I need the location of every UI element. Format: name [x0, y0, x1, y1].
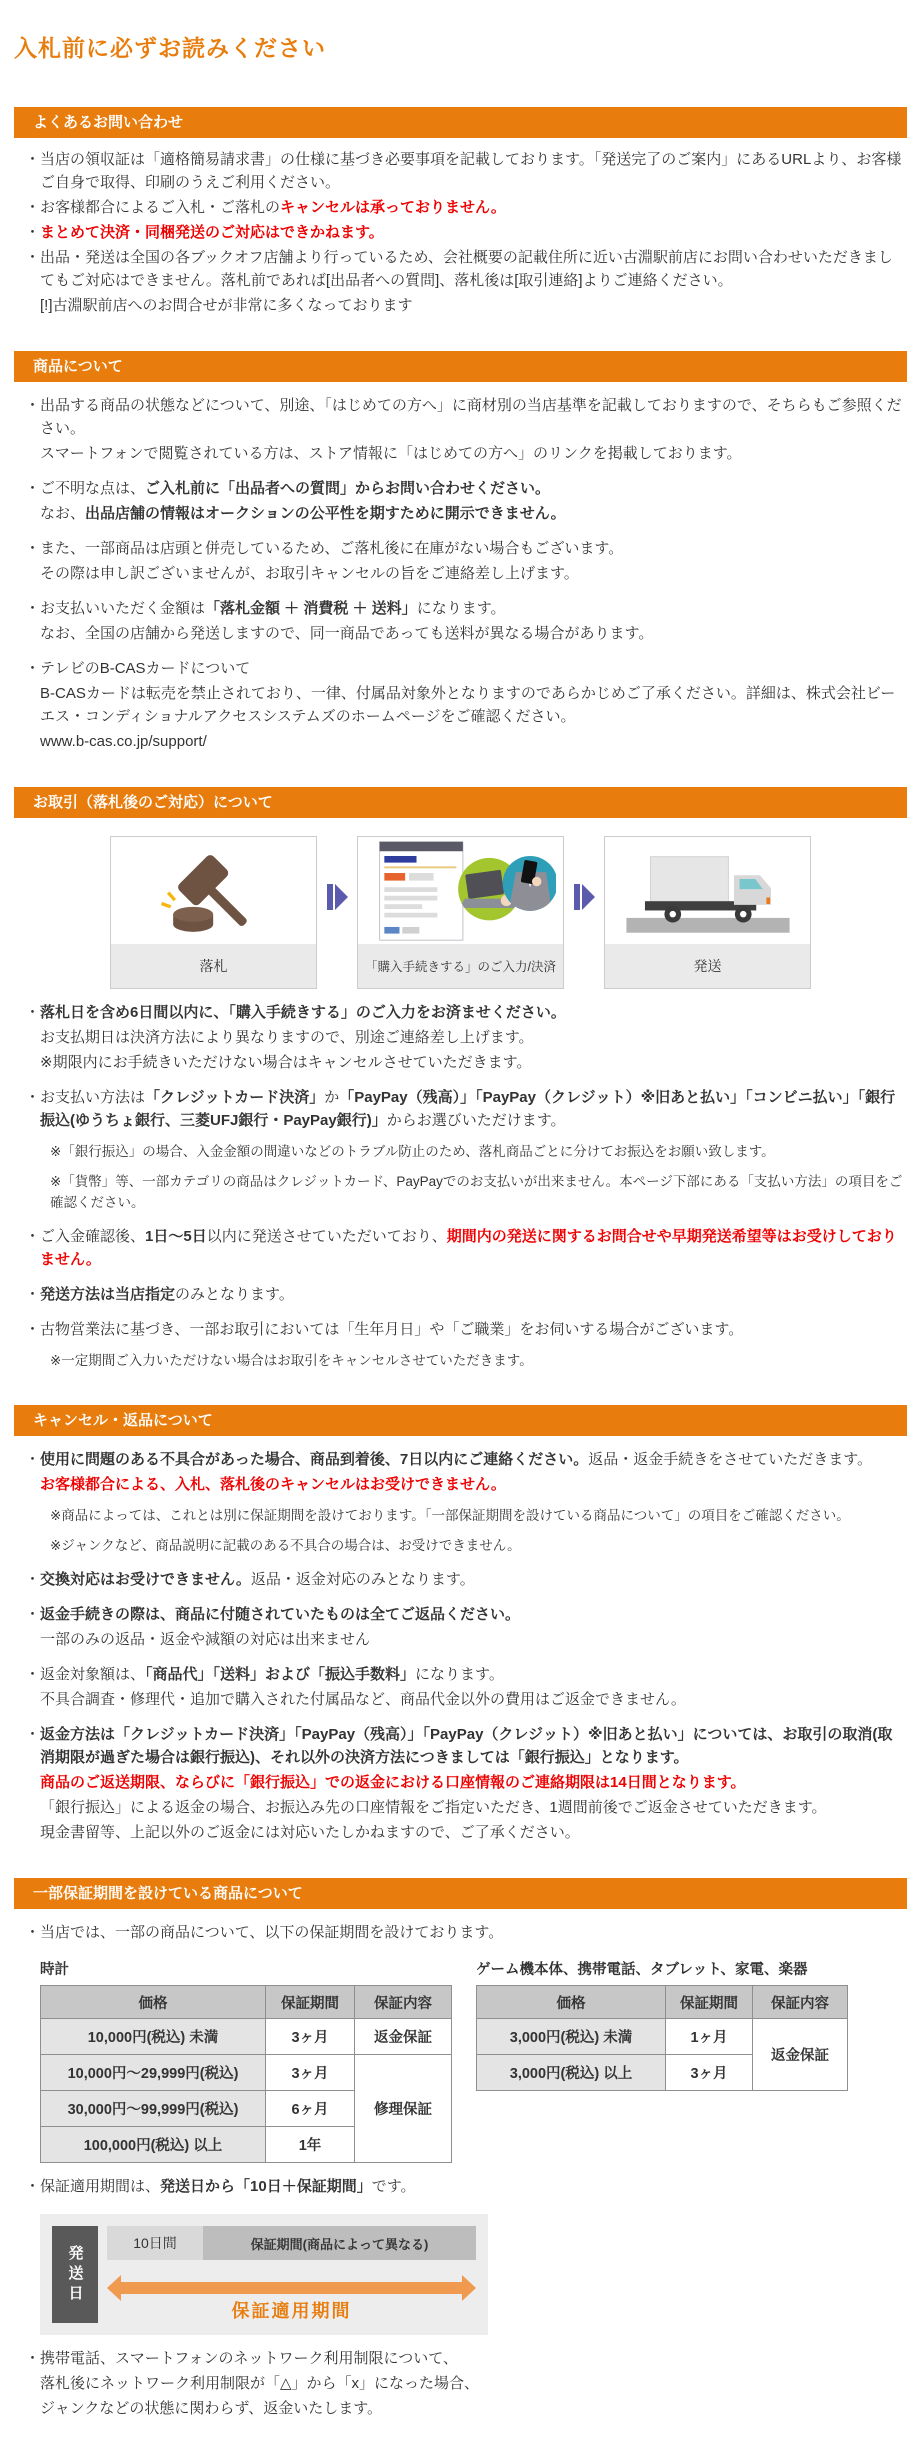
paragraph-line	[14, 1921, 907, 1944]
text-run: 「クレジットカード決済」	[145, 1089, 325, 1106]
paragraph-line	[14, 246, 907, 292]
paragraph-line	[14, 1350, 907, 1371]
text-run: 返品・返金手続きをさせていただきます。	[588, 1451, 873, 1468]
paragraph-line	[14, 537, 907, 560]
text-run: 「PayPay（残高）」「PayPay（クレジット）※旧あと払い」「コンビニ払い」「銀行振込(ゆうちょ銀行、三菱UFJ銀行・PayPay銀行)」	[40, 1089, 896, 1129]
text-run: 当店では、一部の商品について、以下の保証期間を設けております。	[40, 1924, 504, 1941]
paragraph-line	[14, 1628, 907, 1651]
text-run: 現金書留等、上記以外のご返金には対応いたしかねますので、ご了承ください。	[40, 1824, 580, 1841]
table-title: ゲーム機本体、携帯電話、タブレット、家電、楽器	[476, 1962, 808, 1978]
checkout-icon	[358, 837, 563, 944]
paragraph-line	[14, 657, 907, 680]
section-heading-text: 商品について	[33, 358, 123, 375]
section-products	[14, 351, 907, 753]
table-cell: 3,000円(税込) 未満	[477, 2019, 666, 2055]
section-heading-warranty	[14, 1878, 907, 1909]
text-run: になります。	[416, 600, 506, 617]
paragraph-line	[14, 1473, 907, 1496]
paragraph-line	[14, 1318, 907, 1341]
table-cell: 返金保証	[355, 2019, 452, 2055]
table-cell: 3ヶ月	[266, 2019, 355, 2055]
text-run: お支払いいただく金額は	[40, 600, 206, 617]
paragraph-line	[14, 221, 907, 244]
paragraph-line	[14, 1026, 907, 1049]
table-row	[477, 2019, 848, 2055]
paragraph-line	[14, 1001, 907, 1024]
paragraph-line	[14, 1568, 907, 1591]
section-heading-cancel-return	[14, 1405, 907, 1436]
bullet-marker: ・	[25, 224, 41, 241]
text-run: ※一定期間ご入力いただけない場合はお取引をキャンセルさせていただきます。	[50, 1353, 533, 1368]
text-run: テレビのB-CASカードについて	[40, 660, 251, 677]
truck-icon	[605, 837, 810, 944]
text-run: なお、	[40, 505, 86, 522]
table-cell: 10,000円～29,999円(税込)	[41, 2055, 266, 2091]
table-cell: 返金保証	[753, 2019, 848, 2091]
text-run: ご不明な点は、	[40, 480, 146, 497]
bullet-marker: ・	[25, 1004, 41, 1021]
section-heading-text: 一部保証期間を設けている商品について	[33, 1885, 303, 1902]
section-body-transaction	[14, 1001, 907, 1371]
bullet-marker: ・	[25, 1228, 41, 1245]
section-body-warranty-period	[14, 2175, 907, 2198]
text-run: なお、全国の店舗から発送しますので、同一商品であっても送料が異なる場合があります。	[40, 625, 654, 642]
text-run: ご入金確認後、	[40, 1228, 146, 1245]
bullet-marker: ・	[25, 1451, 41, 1468]
text-run: B-CASカードは転売を禁止されており、一律、付属品対象外となりますのであらかじめご了承ください。詳細は、株式会社ビーエス・コンディショナルアクセスシステムズのホームページをご確認ください。	[40, 685, 896, 725]
warranty-table	[476, 1985, 848, 2091]
table-cell: 3ヶ月	[266, 2055, 355, 2091]
text-run: 返金手続きの際は、商品に付随されていたものは全てご返品ください。	[40, 1606, 521, 1623]
paragraph-line	[14, 1225, 907, 1271]
text-run: ご入札前に「出品者への質問」からお問い合わせください。	[145, 480, 551, 497]
paragraph-line	[14, 1603, 907, 1626]
section-body-warranty-intro	[14, 1921, 907, 1944]
text-run: ジャンクなどの状態に関わらず、返金いたします。	[40, 2400, 383, 2417]
text-run: 使用に問題のある不具合があった場合、商品到着後、7日以内にご連絡ください。	[40, 1451, 589, 1468]
bullet-marker: ・	[25, 151, 41, 168]
text-run: 発送方法は当店指定	[40, 1286, 176, 1303]
table-title: 時計	[40, 1962, 69, 1978]
table-cell: 30,000円～99,999円(税込)	[41, 2091, 266, 2127]
text-run: お客様都合による、入札、落札後のキャンセルはお受けできません。	[40, 1476, 506, 1493]
text-run: 発送日から「10日＋保証期間」	[160, 2178, 372, 2195]
paragraph-line	[14, 2347, 907, 2370]
text-run: からお選びいただけます。	[386, 1112, 566, 1129]
paragraph-line	[14, 1821, 907, 1844]
page-title: 入札前に必ずお読みください	[14, 35, 326, 61]
paragraph-line	[14, 1688, 907, 1711]
text-run: [!]古淵駅前店へのお問合せが非常に多くなっております	[40, 297, 413, 314]
table-cell: 6ヶ月	[266, 2091, 355, 2127]
flow-step-auction-won	[110, 836, 317, 989]
paragraph-line	[14, 148, 907, 194]
text-run: 当店の領収証は「適格簡易請求書」の仕様に基づき必要事項を記載しております。「発送完了のご案内」にあるURLより、お客様ご自身で取得、印刷のうえご利用ください。	[40, 151, 902, 191]
text-run: 商品のご返送期限、ならびに「銀行振込」での返金における口座情報のご連絡期限は14日間となります。	[40, 1774, 746, 1791]
paragraph-line	[14, 394, 907, 440]
text-run: のみとなります。	[175, 1286, 294, 1303]
paragraph-line	[14, 2372, 907, 2395]
col-header-coverage: 保証内容	[355, 1986, 452, 2019]
text-run: です。	[371, 2178, 416, 2195]
table-cell: 1ヶ月	[666, 2019, 753, 2055]
flow-step-checkout	[357, 836, 564, 989]
section-warranty	[14, 1878, 907, 2420]
col-header-period: 保証期間	[666, 1986, 753, 2019]
bullet-marker: ・	[25, 2178, 41, 2195]
text-run: スマートフォンで閲覧されている方は、ストア情報に「はじめての方へ」のリンクを掲載しております。	[40, 445, 742, 462]
text-run: ※「貨幣」等、一部カテゴリの商品はクレジットカード、PayPayでのお支払いが出来ません。本ページ下部にある「支払い方法」の項目をご確認ください。	[50, 1174, 903, 1210]
section-cancel-return	[14, 1405, 907, 1844]
section-heading-text: よくあるお問い合わせ	[33, 114, 184, 131]
text-run: また、一部商品は店頭と併売しているため、ご落札後に在庫がない場合もございます。	[40, 540, 624, 557]
text-run: 「商品代」「送料」および「振込手数料」	[145, 1666, 416, 1683]
text-run: 交換対応はお受けできません。	[40, 1571, 251, 1588]
transaction-flow-diagram	[14, 836, 907, 989]
text-run: 出品・発送は全国の各ブックオフ店舗より行っているため、会社概要の記載住所に近い古淵駅前店にお問い合わせいただきましてもご対応はできません。落札前であれば[出品者への質問]、落札後は[取引連絡]よりご連絡ください。	[40, 249, 893, 289]
section-heading-faq	[14, 107, 907, 138]
table-cell: 10,000円(税込) 未満	[41, 2019, 266, 2055]
text-run: お客様都合によるご入札・ご落札の	[40, 199, 281, 216]
text-run: 保証適用期間は、	[40, 2178, 161, 2195]
section-body-cancel-return	[14, 1448, 907, 1844]
table-cell: 3,000円(税込) 以上	[477, 2055, 666, 2091]
text-run: 出品店舗の情報はオークションの公平性を期すために開示できません。	[85, 505, 566, 522]
ten-days-label: 10日間	[107, 2226, 203, 2260]
col-header-period: 保証期間	[266, 1986, 355, 2019]
paragraph-line	[14, 196, 907, 219]
text-run: 「落札金額 ＋ 消費税 ＋ 送料」	[205, 600, 417, 617]
double-arrow-icon	[107, 2275, 476, 2301]
section-faq	[14, 107, 907, 317]
paragraph-line	[14, 1448, 907, 1471]
table-cell: 修理保証	[355, 2055, 452, 2163]
text-run: 古物営業法に基づき、一部お取引においては「生年月日」や「ご職業」をお伺いする場合がございます。	[40, 1321, 744, 1338]
text-run: www.b-cas.co.jp/support/	[40, 733, 207, 750]
bullet-marker: ・	[25, 1606, 41, 1623]
text-run: になります。	[415, 1666, 504, 1683]
bullet-marker: ・	[25, 1286, 41, 1303]
paragraph-line	[14, 442, 907, 465]
text-run: ※ジャンクなど、商品説明に記載のある不具合の場合は、お受けできません。	[50, 1538, 521, 1553]
flow-step-label: 落札	[111, 944, 316, 988]
text-run: 1日～5日	[145, 1228, 207, 1245]
text-run: キャンセルは承っておりません。	[280, 199, 506, 216]
bullet-marker: ・	[25, 1571, 41, 1588]
text-run: 落札日を含め6日間以内に、「購入手続きする」のご入力をお済ませください。	[40, 1004, 566, 1021]
bullet-marker: ・	[25, 397, 41, 414]
page	[0, 30, 921, 2452]
bullet-marker: ・	[25, 660, 41, 677]
warranty-band-label: 保証期間(商品によって異なる)	[203, 2226, 476, 2260]
section-body-products	[14, 394, 907, 753]
text-run: その際は申し訳ございませんが、お取引キャンセルの旨をご連絡差し上げます。	[40, 565, 579, 582]
col-header-price: 価格	[41, 1986, 266, 2019]
bullet-marker: ・	[25, 249, 41, 266]
text-run: 携帯電話、スマートフォンのネットワーク利用制限について、	[40, 2350, 458, 2367]
text-run: 返金方法は「クレジットカード決済」「PayPay（残高）」「PayPay（クレジット）※旧あと払い」については、お取引の取消(取消期限が過ぎた場合は銀行振込)、それ以外の決済方法につきましては「銀行振込」となります。	[40, 1726, 893, 1766]
paragraph-line	[14, 1723, 907, 1769]
text-run: 「銀行振込」による返金の場合、お振込み先の口座情報をご指定いただき、1週間前後でご返金させていただきます。	[40, 1799, 827, 1816]
paragraph-line	[14, 1086, 907, 1132]
table-row	[41, 2019, 452, 2055]
text-run: か	[324, 1089, 340, 1106]
bullet-marker: ・	[25, 1321, 41, 1338]
text-run: ※「銀行振込」の場合、入金金額の間違いなどのトラブル防止のため、落札商品ごとに分けてお振込をお願い致します。	[50, 1144, 775, 1159]
paragraph-line	[14, 730, 907, 753]
section-body-faq	[14, 148, 907, 317]
bullet-marker: ・	[25, 600, 41, 617]
table-cell: 1年	[266, 2127, 355, 2163]
paragraph-line	[14, 622, 907, 645]
text-run: 以内に発送させていただいており、	[206, 1228, 447, 1245]
section-heading-transaction	[14, 787, 907, 818]
bullet-marker: ・	[25, 540, 41, 557]
warranty-table-electronics	[476, 1958, 848, 2091]
paragraph-line	[14, 1535, 907, 1556]
bullet-marker: ・	[25, 1726, 41, 1743]
paragraph-line	[14, 2175, 907, 2198]
text-run: ※期限内にお手続きいただけない場合はキャンセルさせていただきます。	[40, 1054, 532, 1071]
table-cell: 3ヶ月	[666, 2055, 753, 2091]
bullet-marker: ・	[25, 480, 41, 497]
table-header-row	[41, 1986, 452, 2019]
flow-arrow-icon	[564, 820, 604, 973]
paragraph-line	[14, 1663, 907, 1686]
paragraph-line	[14, 1283, 907, 1306]
bullet-marker: ・	[25, 199, 41, 216]
flow-step-shipping	[604, 836, 811, 989]
bullet-marker: ・	[25, 1666, 41, 1683]
text-run: 返品・返金対応のみとなります。	[250, 1571, 475, 1588]
section-heading-products	[14, 351, 907, 382]
warranty-period-bands	[107, 2226, 476, 2323]
flow-step-label: 発送	[605, 944, 810, 988]
paragraph-line	[14, 502, 907, 525]
section-heading-text: キャンセル・返品について	[33, 1412, 213, 1429]
paragraph-line	[14, 1505, 907, 1526]
warranty-tables	[40, 1958, 907, 2163]
flow-arrow-icon	[317, 820, 357, 973]
warranty-table-watches	[40, 1958, 452, 2163]
paragraph-line	[14, 597, 907, 620]
paragraph-line	[14, 294, 907, 317]
paragraph-line	[14, 682, 907, 728]
paragraph-line	[14, 477, 907, 500]
section-heading-text: お取引（落札後のご対応）について	[33, 794, 273, 811]
text-run: お支払期日は決済方法により異なりますので、別途ご連絡差し上げます。	[40, 1029, 534, 1046]
paragraph-line	[14, 1796, 907, 1819]
bullet-marker: ・	[25, 1089, 41, 1106]
paragraph-line	[14, 1171, 907, 1213]
ship-date-label: 発送日	[66, 2244, 84, 2305]
text-run: 一部のみの返品・返金や減額の対応は出来ません	[40, 1631, 371, 1648]
bullet-marker: ・	[25, 2350, 41, 2367]
paragraph-line	[14, 562, 907, 585]
warranty-applied-period-label: 保証適用期間	[231, 2301, 352, 2321]
text-run: 落札後にネットワーク利用制限が「△」から「x」になった場合、	[40, 2375, 480, 2392]
warranty-table	[40, 1985, 452, 2163]
bullet-marker: ・	[25, 1924, 41, 1941]
table-header-row	[477, 1986, 848, 2019]
paragraph-line	[14, 2397, 907, 2420]
flow-step-label: 「購入手続きする」のご入力/決済	[358, 944, 563, 988]
text-run: お支払い方法は	[40, 1089, 146, 1106]
gavel-icon	[111, 837, 316, 944]
paragraph-line	[14, 1141, 907, 1162]
text-run: 期間内の発送に関するお問合せや早期発送希望等はお受けしておりません。	[40, 1228, 897, 1268]
text-run: 返金対象額は、	[40, 1666, 146, 1683]
text-run: ※商品によっては、これとは別に保証期間を設けております。「一部保証期間を設けている商品について」の項目をご確認ください。	[50, 1508, 850, 1523]
section-body-warranty-after	[14, 2347, 907, 2420]
section-transaction	[14, 787, 907, 1371]
col-header-price: 価格	[477, 1986, 666, 2019]
paragraph-line	[14, 1771, 907, 1794]
warranty-period-diagram	[40, 2214, 488, 2335]
text-run: まとめて決済・同梱発送のご対応はできかねます。	[40, 224, 384, 241]
text-run: 不具合調査・修理代・追加で購入された付属品など、商品代金以外の費用はご返金できません。	[40, 1691, 686, 1708]
col-header-coverage: 保証内容	[753, 1986, 848, 2019]
table-row	[41, 2055, 452, 2091]
text-run: 出品する商品の状態などについて、別途、「はじめての方へ」に商材別の当店基準を記載しておりますので、そちらもご参照ください。	[40, 397, 902, 437]
paragraph-line	[14, 1051, 907, 1074]
ship-date-block	[52, 2226, 98, 2323]
table-cell: 100,000円(税込) 以上	[41, 2127, 266, 2163]
